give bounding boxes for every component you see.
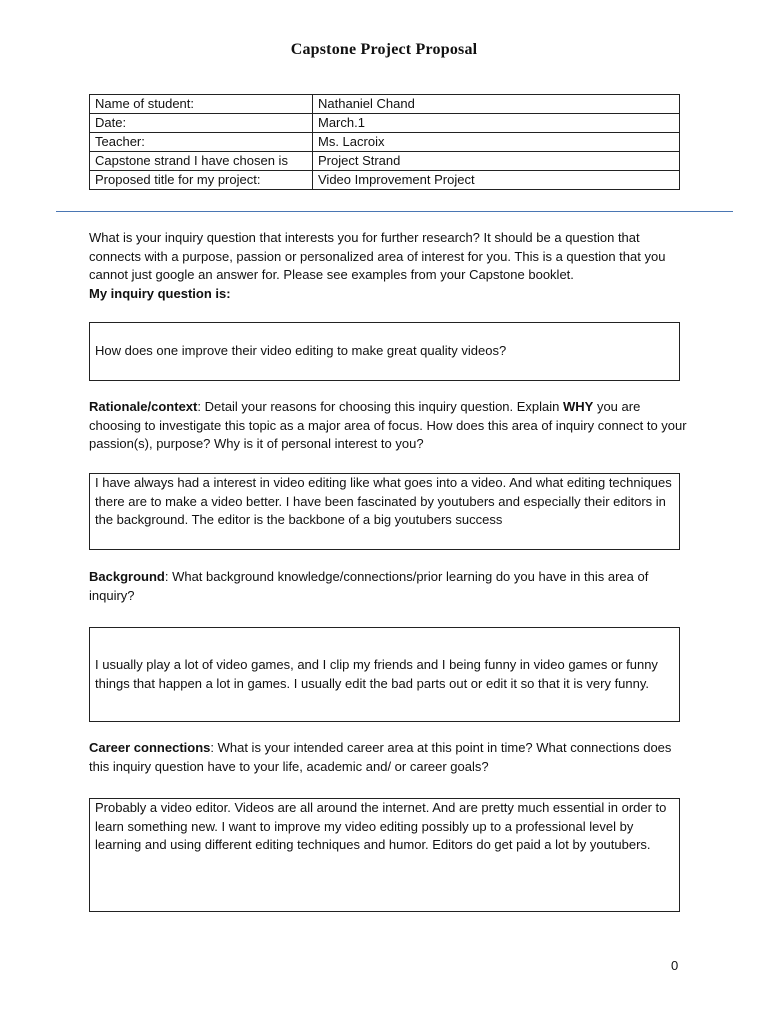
- rationale-answer-box: [89, 473, 680, 550]
- background-heading: Background: [89, 569, 165, 584]
- inquiry-answer-box: [89, 322, 680, 381]
- rationale-prompt-bold: WHY: [563, 399, 594, 414]
- inquiry-prompt: What is your inquiry question that interests you for further research? It should be a question that connects with a purpose, passion or personalized area of interest for you. This is a question that you cannot just google an answer for. Please see examples from your Capstone booklet.: [89, 230, 666, 282]
- info-label: Capstone strand I have chosen is: [90, 152, 313, 171]
- table-row: [90, 114, 680, 133]
- background-answer-box: [89, 627, 680, 722]
- inquiry-answer: How does one improve their video editing to make great quality videos?: [95, 343, 507, 359]
- background-prompt-text: : What background knowledge/connections/prior learning do you have in this area of inquiry?: [89, 569, 649, 603]
- rationale-heading: Rationale/context: [89, 399, 198, 414]
- info-value: Ms. Lacroix: [313, 133, 680, 152]
- table-row: [90, 133, 680, 152]
- career-heading: Career connections: [89, 740, 211, 755]
- career-prompt-text: : What is your intended career area at this point in time? What connections does this inquiry question have to your life, academic and/ or career goals?: [89, 740, 672, 774]
- table-row: [90, 95, 680, 114]
- rationale-prompt-part1: : Detail your reasons for choosing this inquiry question. Explain: [197, 399, 563, 414]
- table-row: [90, 152, 680, 171]
- career-prompt: [89, 739, 689, 776]
- career-answer-box: [89, 798, 680, 912]
- info-value: March.1: [313, 114, 680, 133]
- rationale-prompt-part2: you are choosing to investigate this topic as a major area of focus. How does this area of inquiry connect to your passion(s), purpose? Why is it of personal interest to you?: [89, 399, 687, 451]
- inquiry-label: My inquiry question is:: [89, 285, 231, 301]
- info-label: Name of student:: [90, 95, 313, 114]
- background-answer: I usually play a lot of video games, and I clip my friends and I being funny in video games or funny things that happen a lot in games. I usually edit the bad parts out or edit it so that it is very funny.: [95, 657, 658, 691]
- info-value: Video Improvement Project: [313, 171, 680, 190]
- info-value: Project Strand: [313, 152, 680, 171]
- section-divider: [56, 211, 733, 212]
- background-prompt: [89, 568, 689, 605]
- page-number: 0: [671, 958, 679, 973]
- document-title: Capstone Project Proposal: [290, 41, 478, 58]
- career-answer: Probably a video editor. Videos are all around the internet. And are pretty much essential in order to learn something new. I want to improve my video editing possibly up to a professional level by learning and using different editing techniques and humor. Editors do get paid a lot by youtubers.: [95, 800, 667, 852]
- info-label: Date:: [90, 114, 313, 133]
- info-label: Proposed title for my project:: [90, 171, 313, 190]
- student-info-table: [89, 94, 680, 190]
- info-label: Teacher:: [90, 133, 313, 152]
- info-value: Nathaniel Chand: [313, 95, 680, 114]
- inquiry-section: [89, 229, 689, 303]
- rationale-answer: I have always had a interest in video editing like what goes into a video. And what editing techniques there are to make a video better. I have been fascinated by youtubers and especially their editors in the background. The editor is the backbone of a big youtubers success: [95, 475, 672, 527]
- rationale-prompt: [89, 398, 689, 454]
- table-row: [90, 171, 680, 190]
